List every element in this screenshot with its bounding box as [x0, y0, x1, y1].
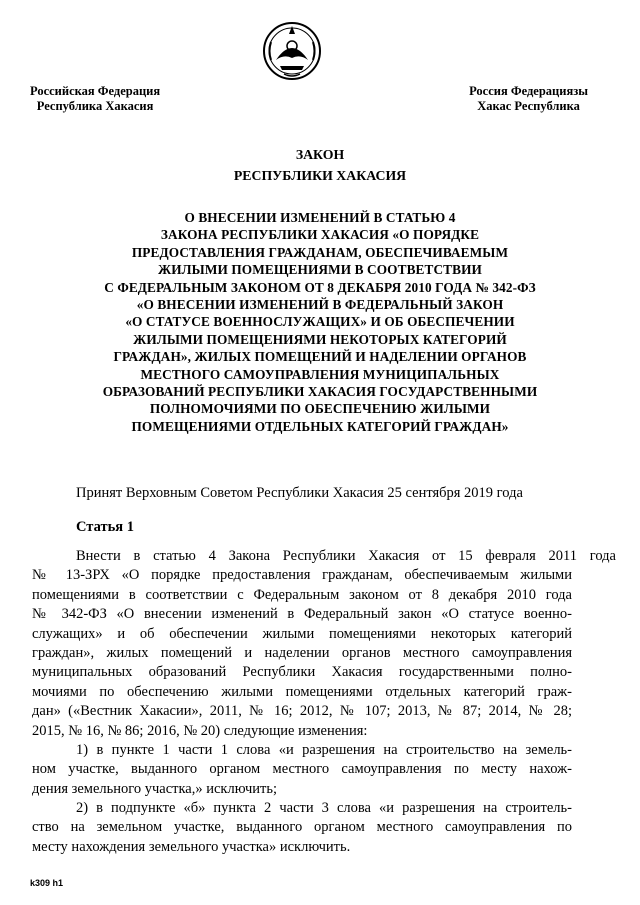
- document-code: k309 h1: [30, 878, 64, 888]
- header-left-line: Российская Федерация: [30, 84, 161, 98]
- text-line: ство на земельном участке, выданного органом местного самоуправления по: [32, 819, 572, 836]
- law-title-line: ОБРАЗОВАНИЙ РЕСПУБЛИКИ ХАКАСИЯ ГОСУДАРСТВЕННЫМИ: [102, 384, 538, 400]
- law-title-line: С ФЕДЕРАЛЬНЫМ ЗАКОНОМ ОТ 8 ДЕКАБРЯ 2010 ГОДА № 342-ФЗ: [104, 279, 536, 295]
- header-right-line: Россия Федерациязы: [469, 84, 588, 98]
- law-title-line: МЕСТНОГО САМОУПРАВЛЕНИЯ МУНИЦИПАЛЬНЫХ: [140, 366, 500, 382]
- law-title-line: ПРЕДОСТАВЛЕНИЯ ГРАЖДАНАМ, ОБЕСПЕЧИВАЕМЫМ: [131, 244, 509, 260]
- text-line: № 13-ЗРХ «О порядке предоставления гражданам, обеспечиваемым жилыми: [32, 567, 572, 584]
- text-line: служащих» и об обеспечении жилыми помещениями некоторых категорий: [32, 625, 572, 642]
- text-line: 2015, № 16, № 86; 2016, № 20) следующие изменения:: [32, 722, 368, 739]
- adoption-statement: Принят Верховным Советом Республики Хакасия 25 сентября 2019 года: [76, 485, 523, 501]
- paragraph-item-2: [32, 799, 616, 857]
- law-title-line: ГРАЖДАН», ЖИЛЫХ ПОМЕЩЕНИЙ И НАДЕЛЕНИИ ОРГАНОВ: [113, 349, 527, 365]
- law-heading-line: ЗАКОН: [295, 147, 345, 162]
- paragraph-intro: [32, 547, 616, 741]
- law-title: [30, 209, 610, 435]
- header-right-line: Хакас Республика: [477, 99, 580, 113]
- article-title: Статья 1: [76, 519, 134, 535]
- text-line: мочиями по обеспечению жилыми помещениями отдельных категорий граж-: [32, 683, 572, 700]
- text-line: 2) в подпункте «б» пункта 2 части 3 слова «и разрешения на строитель-: [76, 800, 572, 817]
- header-left-line: Республика Хакасия: [36, 99, 154, 113]
- law-title-line: «О СТАТУСЕ ВОЕННОСЛУЖАЩИХ» И ОБ ОБЕСПЕЧЕНИИ: [125, 314, 515, 330]
- text-line: № 342-ФЗ «О внесении изменений в Федеральный закон «О статусе военно-: [32, 606, 572, 623]
- text-line: 1) в пункте 1 части 1 слова «и разрешения на строительство на земель-: [76, 741, 572, 758]
- text-line: помещениями в соответствии с Федеральным законом от 8 декабря 2010 года: [32, 586, 572, 603]
- law-title-line: ЖИЛЫМИ ПОМЕЩЕНИЯМИ В СООТВЕТСТВИИ: [157, 262, 483, 278]
- header-left: [30, 84, 160, 114]
- law-title-line: ЗАКОНА РЕСПУБЛИКИ ХАКАСИЯ «О ПОРЯДКЕ: [160, 227, 480, 243]
- law-heading-line: РЕСПУБЛИКИ ХАКАСИЯ: [233, 168, 407, 183]
- law-title-line: О ВНЕСЕНИИ ИЗМЕНЕНИЙ В СТАТЬЮ 4: [184, 210, 456, 225]
- law-title-line: ЖИЛЫМИ ПОМЕЩЕНИЯМИ НЕКОТОРЫХ КАТЕГОРИЙ: [133, 331, 507, 347]
- text-line: ном участке, выданного органом местного самоуправления по месту нахож-: [32, 761, 572, 778]
- emblem-of-khakassia: [262, 20, 322, 82]
- law-title-line: «О ВНЕСЕНИИ ИЗМЕНЕНИЙ В ФЕДЕРАЛЬНЫЙ ЗАКОН: [136, 297, 504, 313]
- text-line: дан» («Вестник Хакасии», 2011, № 16; 2012, № 107; 2013, № 87; 2014, № 28;: [32, 703, 572, 720]
- text-line: дения земельного участка,» исключить;: [32, 780, 278, 797]
- text-line: Внести в статью 4 Закона Республики Хакасия от 15 февраля 2011 года: [76, 548, 616, 564]
- text-line: месту нахождения земельного участка» исключить.: [32, 838, 351, 855]
- law-title-line: ПОМЕЩЕНИЯМИ ОТДЕЛЬНЫХ КАТЕГОРИЙ ГРАЖДАН»: [131, 418, 509, 434]
- article-body: [32, 547, 616, 857]
- law-heading: [0, 144, 640, 186]
- text-line: граждан», жилых помещений и наделении органов местного самоуправления: [32, 644, 572, 661]
- law-title-line: ПОЛНОМОЧИЯМИ ПО ОБЕСПЕЧЕНИЮ ЖИЛЫМИ: [149, 401, 491, 417]
- header-right: [469, 84, 588, 114]
- paragraph-item-1: [32, 741, 616, 799]
- text-line: муниципальных образований Республики Хакасия государственными полно-: [32, 664, 572, 681]
